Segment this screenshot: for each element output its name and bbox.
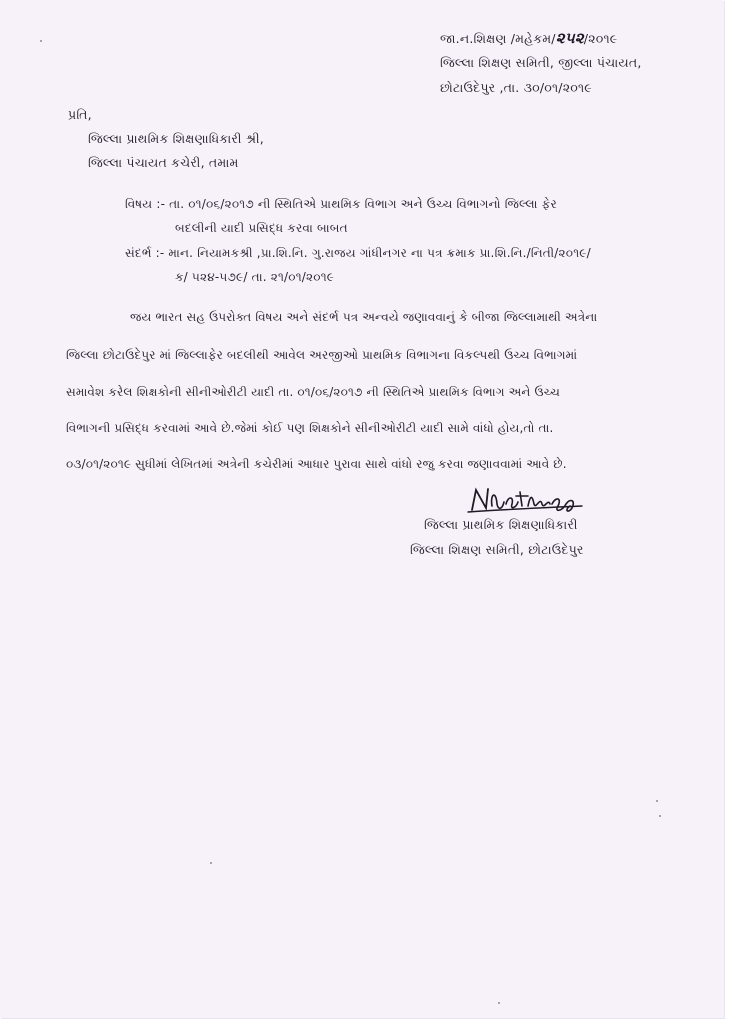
subject-line-1: વિષય :- તા. ૦૧/૦૬/૨૦૧૭ ની સ્થિતિએ પ્રાથમિક વિભાગ અને ઉચ્ચ વિભાગનો જિલ્લા ફેર [125, 197, 557, 211]
subject-line-2: બદલીની યાદી પ્રસિદ્ધ કરવા બાબત [175, 221, 348, 235]
reference-suffix: /૨૦૧૯ [583, 31, 618, 46]
recipient-line-1: જિલ્લા પ્રાથમિક શિક્ષણાધિકારી શ્રી, [88, 131, 264, 146]
reference-line-2: ક/ ૫૨૪-૫૭૯/ તા. ૨૧/૦૧/૨૦૧૯ [175, 270, 335, 284]
scan-speck [498, 1002, 500, 1004]
office-line: જિલ્લા શિક્ષણ સમિતી, જીલ્લા પંચાયત, [440, 55, 642, 70]
recipient-line-2: જિલ્લા પંચાયત કચેરી, તમામ [88, 155, 239, 170]
body-line-3: સમાવેશ કરેલ શિક્ષકોની સીનીઓરીટી યાદી તા. ૦૧/૦૬/૨૦૧૭ ની સ્થિતિએ પ્રાથમિક વિભાગ અને ઉચ્ચ [66, 385, 561, 399]
handwritten-reference-number: ૨૫૨ [555, 29, 584, 47]
signoff-designation: જિલ્લા પ્રાથમિક શિક્ષણાધિકારી [424, 517, 578, 532]
place-date-line: છોટાઉદેપુર ,તા. ૩૦/૦૧/૨૦૧૯ [440, 80, 592, 95]
body-line-2: જિલ્લા છોટાઉદેપુર માં જિલ્લાફેર બદલીથી આવેલ અરજીઓ પ્રાથમિક વિભાગના વિકલ્પથી ઉચ્ચ વિભાગમાં [66, 348, 578, 362]
body-line-1: જય ભારત સહ ઉપરોક્ત વિષય અને સંદર્ભ પત્ર અન્વયે જણાવવાનું કે બીજા જિલ્લામાથી અત્રેના [130, 310, 598, 324]
body-line-4: વિભાગની પ્રસિદ્ધ કરવામાં આવે છે.જેમાં કોઈ પણ શિક્ષકોને સીનીઓરીટી યાદી સામે વાંધો હોય,તો તા. [66, 421, 554, 435]
recipient-prati: પ્રતિ, [68, 107, 92, 122]
reference-number-line [440, 30, 617, 47]
scan-speck [659, 815, 661, 817]
body-line-5: ૦૩/૦૧/૨૦૧૯ સુધીમાં લેખિતમાં અત્રેની કચેરીમાં આધાર પુરાવા સાથે વાંધો રજુ કરવા જણાવવામાં આવે છે. [66, 457, 567, 471]
signature-scribble [466, 484, 584, 514]
scan-speck [656, 800, 658, 802]
signoff-office: જિલ્લા શિક્ષણ સમિતી, છોટાઉદેપુર [410, 542, 584, 557]
scan-speck [210, 862, 212, 864]
reference-prefix: જા.ન.શિક્ષણ /મહેકમ/ [440, 31, 556, 46]
scan-speck [40, 40, 42, 42]
reference-line-1: સંદર્ભ :- માન. નિયામકશ્રી ,પ્રા.શિ.નિ. ગુ.રાજય ગાંધીનગર ના પત્ર ક્રમાક પ્રા.શિ.નિ./નિતી/૨૦૧૯/ [125, 246, 591, 260]
